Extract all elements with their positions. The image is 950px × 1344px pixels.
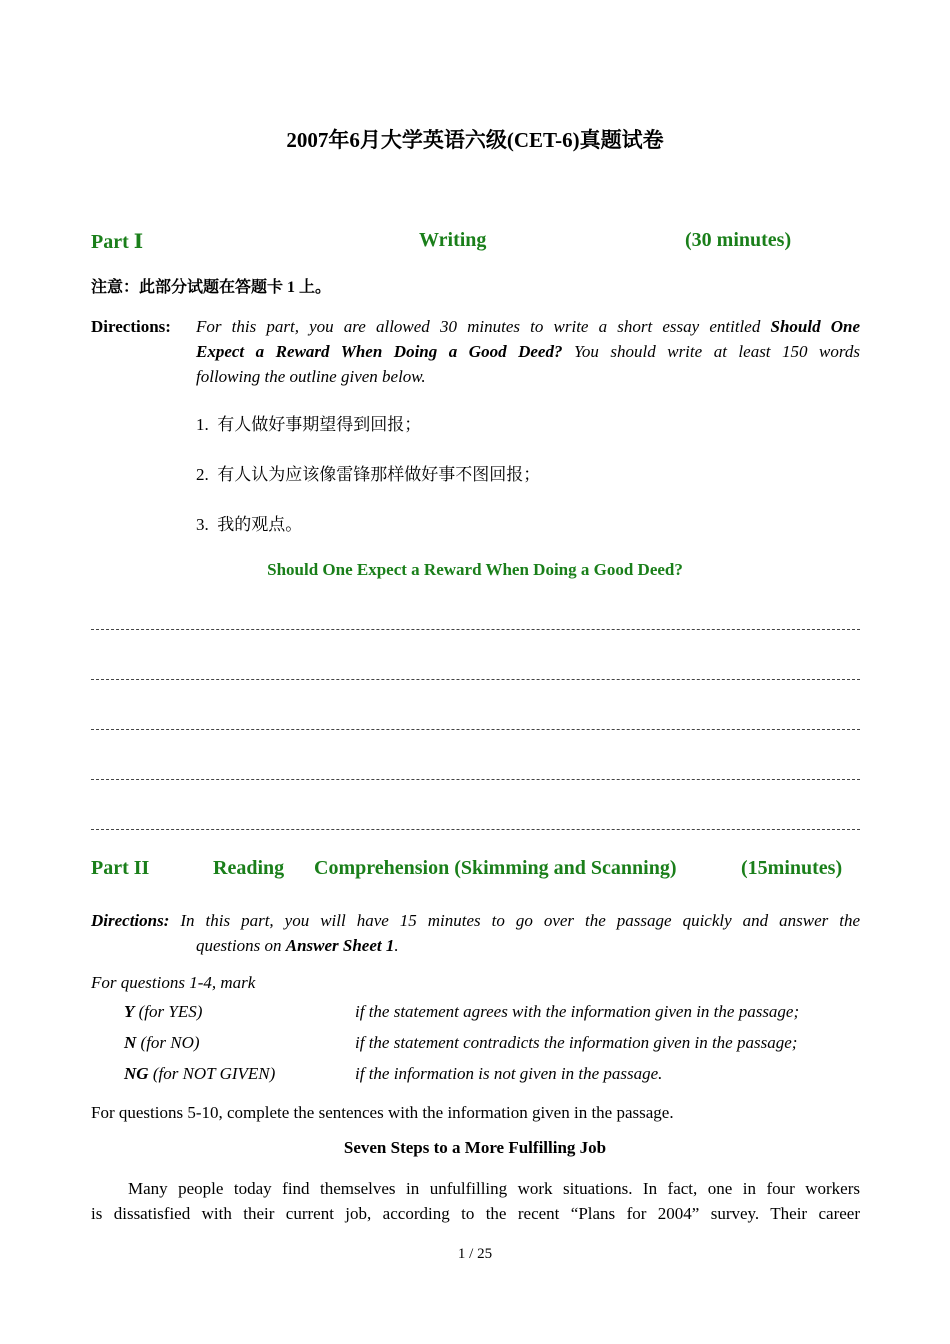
essay-title: Should One Expect a Reward When Doing a Good Deed? [267, 560, 683, 579]
answer-line [91, 729, 860, 730]
part1-directions-line2: Expect a Reward When Doing a Good Deed? You should write at least 150 words [196, 342, 860, 361]
answer-line [91, 679, 860, 680]
legend-desc-n: if the statement contradicts the information given in the passage; [355, 1033, 798, 1052]
answer-line [91, 829, 860, 830]
part2-label: Part II [91, 857, 150, 879]
passage-line1: Many people today find themselves in unfulfilling work situations. In fact, one in four workers [128, 1179, 860, 1198]
part2-time: (15minutes) [741, 857, 843, 879]
passage-line2: is dissatisfied with their current job, according to the recent “Plans for 2004” survey. Their career [91, 1204, 860, 1223]
part2-directions [91, 908, 860, 958]
part2-name-rest: Comprehension (Skimming and Scanning) [314, 857, 677, 879]
part2-directions-line1: Directions: In this part, you will have 15 minutes to go over the passage quickly and answer the [91, 911, 860, 930]
legend-key-n: N (for NO) [124, 1033, 200, 1052]
part1-time: (30 minutes) [685, 229, 792, 251]
part2-name-reading: Reading [213, 857, 285, 879]
part1-name: Writing [419, 229, 487, 251]
questions-5-10-instruction: For questions 5-10, complete the sentences with the information given in the passage. [91, 1103, 674, 1122]
part1-directions-label: Directions: [91, 317, 171, 336]
part1-directions-line1: For this part, you are allowed 30 minutes to write a short essay entitled Should One [196, 317, 860, 336]
answer-line [91, 629, 860, 630]
passage-title: Seven Steps to a More Fulfilling Job [343, 1138, 607, 1157]
answer-line [91, 779, 860, 780]
legend-key-ng: NG (for NOT GIVEN) [124, 1064, 276, 1083]
passage-paragraph [91, 1176, 860, 1226]
outline-item: 1. 有人做好事期望得到回报； [196, 415, 422, 434]
document-title: 2007年6月大学英语六级(CET-6)真题试卷 [286, 128, 664, 152]
part2-directions-line2: questions on Answer Sheet 1. [196, 936, 399, 955]
questions-1-4-instruction: For questions 1-4, mark [91, 973, 256, 992]
part1-directions [196, 314, 860, 389]
legend-desc-y: if the statement agrees with the information given in the passage; [355, 1002, 800, 1021]
outline-item: 2. 有人认为应该像雷锋那样做好事不图回报； [196, 465, 541, 484]
outline-item: 3. 我的观点。 [196, 515, 303, 534]
legend-desc-ng: if the information is not given in the passage. [355, 1064, 663, 1083]
part1-label: Part Ⅰ [91, 231, 144, 253]
page-number: 1 / 25 [457, 1246, 493, 1262]
part1-directions-line3: following the outline given below. [196, 367, 426, 386]
part1-note: 注意：此部分试题在答题卡 1 上。 [91, 279, 332, 296]
legend-key-y: Y (for YES) [124, 1002, 203, 1021]
